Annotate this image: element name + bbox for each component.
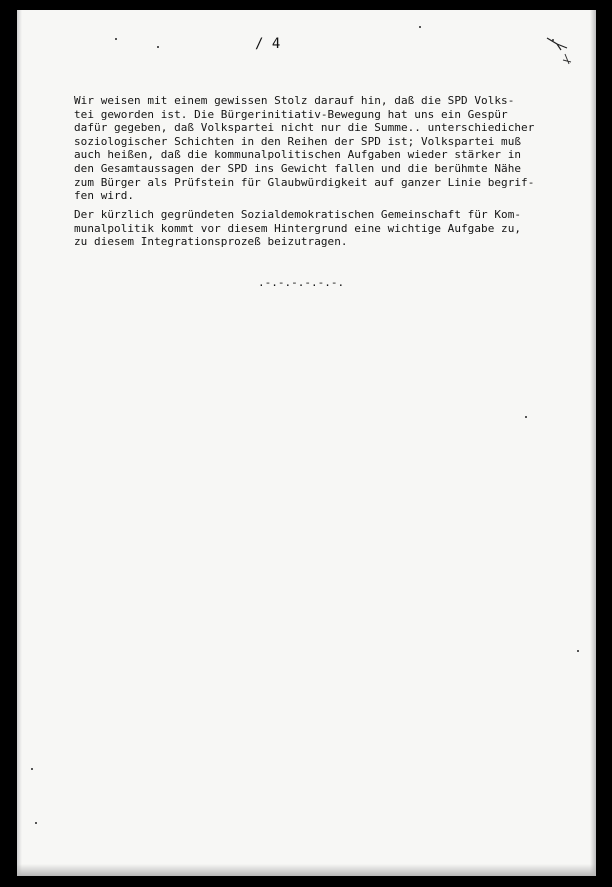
text-line: den Gesamtaussagen der SPD ins Gewicht fallen und die berühmte Nähe [74, 161, 522, 175]
scan-speck [115, 38, 117, 40]
scan-speck [525, 416, 527, 418]
scan-artifact-mark [545, 34, 579, 74]
text-line: Der kürzlich gegründeten Sozialdemokratischen Gemeinschaft für Kom- [74, 208, 522, 221]
text-line: Wir weisen mit einem gewissen Stolz darauf hin, daß die SPD Volks- [74, 94, 515, 107]
scan-speck [157, 46, 159, 48]
text-line: munalpolitik kommt vor diesem Hintergrund eine wichtige Aufgabe zu, [74, 221, 522, 235]
text-line: soziologischer Schichten in den Reihen der SPD ist; Volkspartei muß [74, 134, 522, 148]
scan-speck [31, 768, 33, 770]
text-line: zum Bürger als Prüfstein für Glaubwürdigkeit auf ganzer Linie begrif- [74, 175, 535, 189]
text-line: tei geworden ist. Die Bürgerinitiativ-Bewegung hat uns ein Gespür [74, 107, 508, 121]
end-of-text-mark: .-.-.-.-.-.-. [258, 276, 345, 289]
scan-edge-left [17, 10, 22, 876]
scan-speck [419, 26, 421, 28]
text-line: dafür gegeben, daß Volkspartei nicht nur die Summe.. unterschiedicher [74, 121, 535, 135]
scan-speck [577, 650, 579, 652]
scan-edge-right [590, 10, 596, 876]
paragraph-1 [74, 94, 584, 203]
text-line: zu diesem Integrationsprozeß beizutragen. [74, 235, 348, 249]
document-page [17, 10, 596, 876]
page-number: / 4 [255, 36, 281, 52]
text-line: auch heißen, daß die kommunalpolitischen Aufgaben wieder stärker in [74, 148, 522, 162]
paragraph-2 [74, 208, 584, 249]
scan-edge-bottom [17, 864, 596, 876]
scan-speck [35, 822, 37, 824]
text-line: fen wird. [74, 189, 135, 203]
